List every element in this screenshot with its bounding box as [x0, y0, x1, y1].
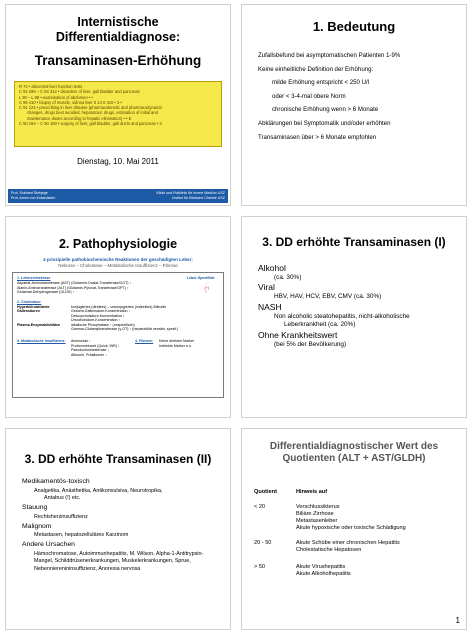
enzyme-row: Alanin-Aminotransferase (ALT) (Glutamin-Pyruvat-Transferase/GPT) ↑	[17, 285, 129, 290]
list-item: milde Erhöhung entspricht < 250 U/l	[272, 79, 370, 87]
page-number: 1	[455, 616, 460, 625]
footer-institution-1: Klinik und Poliklinik für Innere Medizin USZ	[156, 191, 225, 195]
footer-left	[11, 191, 55, 200]
reference-line: C 91 124 • prescribing in liver disease (pharmacokinetic and pharmacodynamic	[19, 105, 163, 111]
column-header-quotient: Quotient	[254, 489, 277, 495]
list-item: Viral	[258, 282, 275, 293]
list-subitem: (ca. 30%)	[274, 274, 302, 281]
cholestase-label: Hyperbilirubinämie	[17, 304, 50, 309]
metabolic-marker: Ammoniak ↑	[71, 339, 91, 343]
quotient-cell: < 20	[254, 504, 266, 510]
list-item: Malignom	[22, 522, 52, 530]
slide-dd-2	[5, 428, 231, 630]
metabolic-marker: Prothrombinzeit (Quick, INR) ↓	[71, 343, 120, 348]
fibrosis-text: Keine direkten Marker	[159, 339, 195, 343]
footer-author-2: Prof. Armin von Eckardstein	[11, 195, 56, 200]
cholestase-value: konjugiertes (direktes) – unkonjugiertes (indirektes) Bilirubin	[71, 304, 167, 309]
list-item: Ohne Krankheitswert	[258, 329, 338, 340]
footer-author-1: Prof. Eckhard Siebjege	[11, 191, 48, 195]
reference-box	[14, 81, 222, 147]
list-subitem: Antabus (!) etc.	[44, 495, 81, 502]
dd-list	[258, 263, 460, 349]
specificity-mark: +	[204, 290, 207, 294]
slide-quotient	[241, 428, 467, 630]
slide-heading	[242, 441, 466, 465]
specificity-mark: (+)	[204, 285, 209, 290]
list-item: Transaminasen über > 6 Monate empfohlen	[258, 133, 377, 141]
enzyme-row: Aspartat-Aminotransferase (AST) (Glutamin-Oxalat-Transferase/GOT) ↑	[17, 281, 132, 285]
reference-line: R 74 • abnormal liver function tests	[19, 84, 83, 89]
list-item: Andere Ursachen	[22, 540, 75, 548]
title-line-1: Internistische	[77, 15, 159, 29]
slide-date: Dienstag, 10. Mai 2011	[77, 157, 159, 166]
footer-bar	[8, 189, 228, 203]
subtitle-sub: Nekrose – Cholestase – Metabolische Insuffizienz – Fibrose	[58, 262, 178, 268]
cholestase-label: Gallensäuren	[17, 309, 40, 313]
slide-title	[5, 4, 231, 206]
list-subitem: HBV, HAV, HCV, EBV, CMV (ca. 30%)	[274, 293, 382, 301]
subtitle-main: 4 prinzipielle pathobiochemische Reaktionen der geschädigten Leber:	[43, 257, 193, 262]
hinweis-line: Akute Schübe einer chronischen Hepatitis	[296, 540, 400, 546]
slide-heading: 3. DD erhöhte Transaminasen (II)	[24, 452, 212, 466]
cholestase-value: Gamma-Glutamyltransferase (γ-GT) ↑ (hepatobiliär sensitiv, spezif.)	[71, 327, 179, 331]
table-header	[254, 489, 460, 496]
table-row	[254, 564, 460, 578]
slide-heading: 1. Bedeutung	[312, 19, 396, 34]
list-item: Stauung	[22, 504, 48, 512]
reference-line: C 95 410 • biopsy of muscle, sidnea liver 0 14 0 410 • 3 •	[19, 99, 122, 105]
dd-list	[22, 477, 226, 574]
heading-line-1: Differentialdiagnostischer Wert des	[269, 441, 439, 452]
slide-dd-1	[241, 216, 467, 418]
slide-pathophysiologie	[5, 216, 231, 418]
list-item: Abklärungen bei Symptomatik und/oder erhöhten	[258, 119, 391, 127]
list-item: Alkohol	[258, 263, 286, 273]
slide-heading: 2. Pathophysiologie	[58, 237, 178, 251]
specificity-mark: -	[205, 281, 207, 285]
section-heading: 3. Metabolische Insuffizienz:	[17, 339, 66, 343]
list-item: oder < 3-4-mal obere Norm	[272, 92, 346, 100]
section-heading: 2. Cholestase:	[17, 300, 42, 304]
metabolic-marker: Pseudocholinesterase ↓	[71, 348, 110, 352]
section-heading: 1. Leberzellnekrose	[17, 276, 51, 280]
fibrosis-text: Indirekte Marker s.o.	[159, 343, 192, 348]
cholestase-value: Gesamt-Gallensäure-Konzentration ↑	[71, 309, 131, 313]
title-line-3: Transaminasen-Erhöhung	[34, 53, 202, 68]
cholestase-value: Desoxycholsäure-Konzentration ↓	[71, 313, 125, 318]
list-item: Medikamentös-toxisch	[22, 478, 90, 485]
list-subitem: Leberkrankheit (ca. 20%)	[284, 321, 356, 329]
reference-line: C 50 194 – C 50 183 • surgery of liver, gall bladder, gall ducts and pancreas • 3	[19, 121, 162, 127]
hinweis-line: Verschlussikterus	[296, 504, 340, 510]
quotient-cell: 20 - 50	[254, 540, 272, 546]
list-subitem: Rechtsherzinsuffizienz	[34, 513, 88, 520]
slide-heading: 3. DD erhöhte Transaminasen (I)	[262, 235, 446, 249]
footer-right	[156, 191, 225, 200]
bedeutung-list	[258, 49, 460, 144]
hinweis-line: Akute Virushepatitis	[296, 564, 346, 570]
cholestase-value: alkalische Phosphatase ↑ (unspezifisch)	[71, 322, 135, 327]
footer-institution-2: Institut für Klinische Chemie USZ	[172, 195, 225, 200]
section-label: Leber-Spezifität:	[186, 276, 215, 280]
table-row	[254, 504, 460, 532]
list-subitem: Metastasen, hepatozelluläres Karzinom	[34, 532, 129, 539]
reference-line: C 84 296 – C 84 312 • disorders of liver, gall bladder and pancreas	[19, 89, 140, 95]
reference-line: changes, drugs best avoided, hepatotoxic drugs, estimation of initial and	[27, 110, 158, 116]
title-line-2: Differentialdiagnose:	[55, 30, 181, 44]
reference-line: L 90 – L 98 • examination of abdomen • •	[19, 94, 93, 100]
section-heading: 4. Fibrose:	[135, 339, 154, 343]
hinweis-line: Biliäre Zirrhose	[296, 511, 334, 517]
list-item: chronische Erhöhung wenn > 6 Monate	[272, 106, 379, 114]
metabolic-marker: Albumin, Präalbumin ↓	[71, 352, 107, 357]
pathophysiology-box	[12, 272, 224, 398]
quotient-table	[254, 489, 460, 584]
list-subitem: Mangel, Schilddrüsenerkrankungen, Muskelerkrankungen, Sprue,	[34, 558, 191, 565]
title-block	[6, 15, 230, 68]
list-item: NASH	[258, 301, 282, 312]
list-subitem: Hämochromatose, Autoimmunhepatitis, M. Wilson, Alpha-1-Antitrypsin-	[34, 550, 204, 557]
heading-line-2: Quotienten (ALT + AST/GLDH)	[282, 453, 426, 464]
column-header-hinweis: Hinweis auf	[296, 489, 328, 495]
enzyme-row: Glutamat-Dehydrogenase (GLDH) ↑	[17, 290, 75, 294]
cholestase-value: Ursocholsäure-Konzentration ↑	[71, 318, 121, 322]
reference-line: maintenance doses according to hepatic elimination) • • E	[27, 115, 132, 121]
quotient-cell: > 50	[254, 564, 266, 570]
hinweis-line: Akute Alkoholhepatitis	[296, 571, 351, 577]
hinweis-line: Metastasenleber	[296, 518, 338, 524]
list-subitem: Non alcoholic steatohepatitis, nicht-alkoholische	[274, 312, 410, 320]
list-item: Zufallsbefund bei asymptomatischen Patienten 1-9%	[258, 52, 401, 59]
list-subitem: Nebennierenininsuffizienz, Anorexia nervosa	[34, 566, 141, 573]
hinweis-line: Cholestatische Hepatosen	[296, 547, 362, 553]
list-item: Keine einheitliche Definition der Erhöhung:	[258, 65, 374, 73]
slide-subtitle	[10, 257, 226, 268]
cholestase-label: Plasma-Enzymaktivitäten	[17, 322, 61, 327]
list-subitem: Analgetika, Anästhetika, Antikonvulsiva, Neurotropika,	[34, 487, 163, 494]
hinweis-line: Akute hypoxische oder toxische Schädigung	[296, 525, 406, 531]
slide-bedeutung	[241, 4, 467, 206]
list-subitem: (bei 5% der Bevölkerung)	[274, 340, 347, 348]
table-row	[254, 540, 460, 554]
